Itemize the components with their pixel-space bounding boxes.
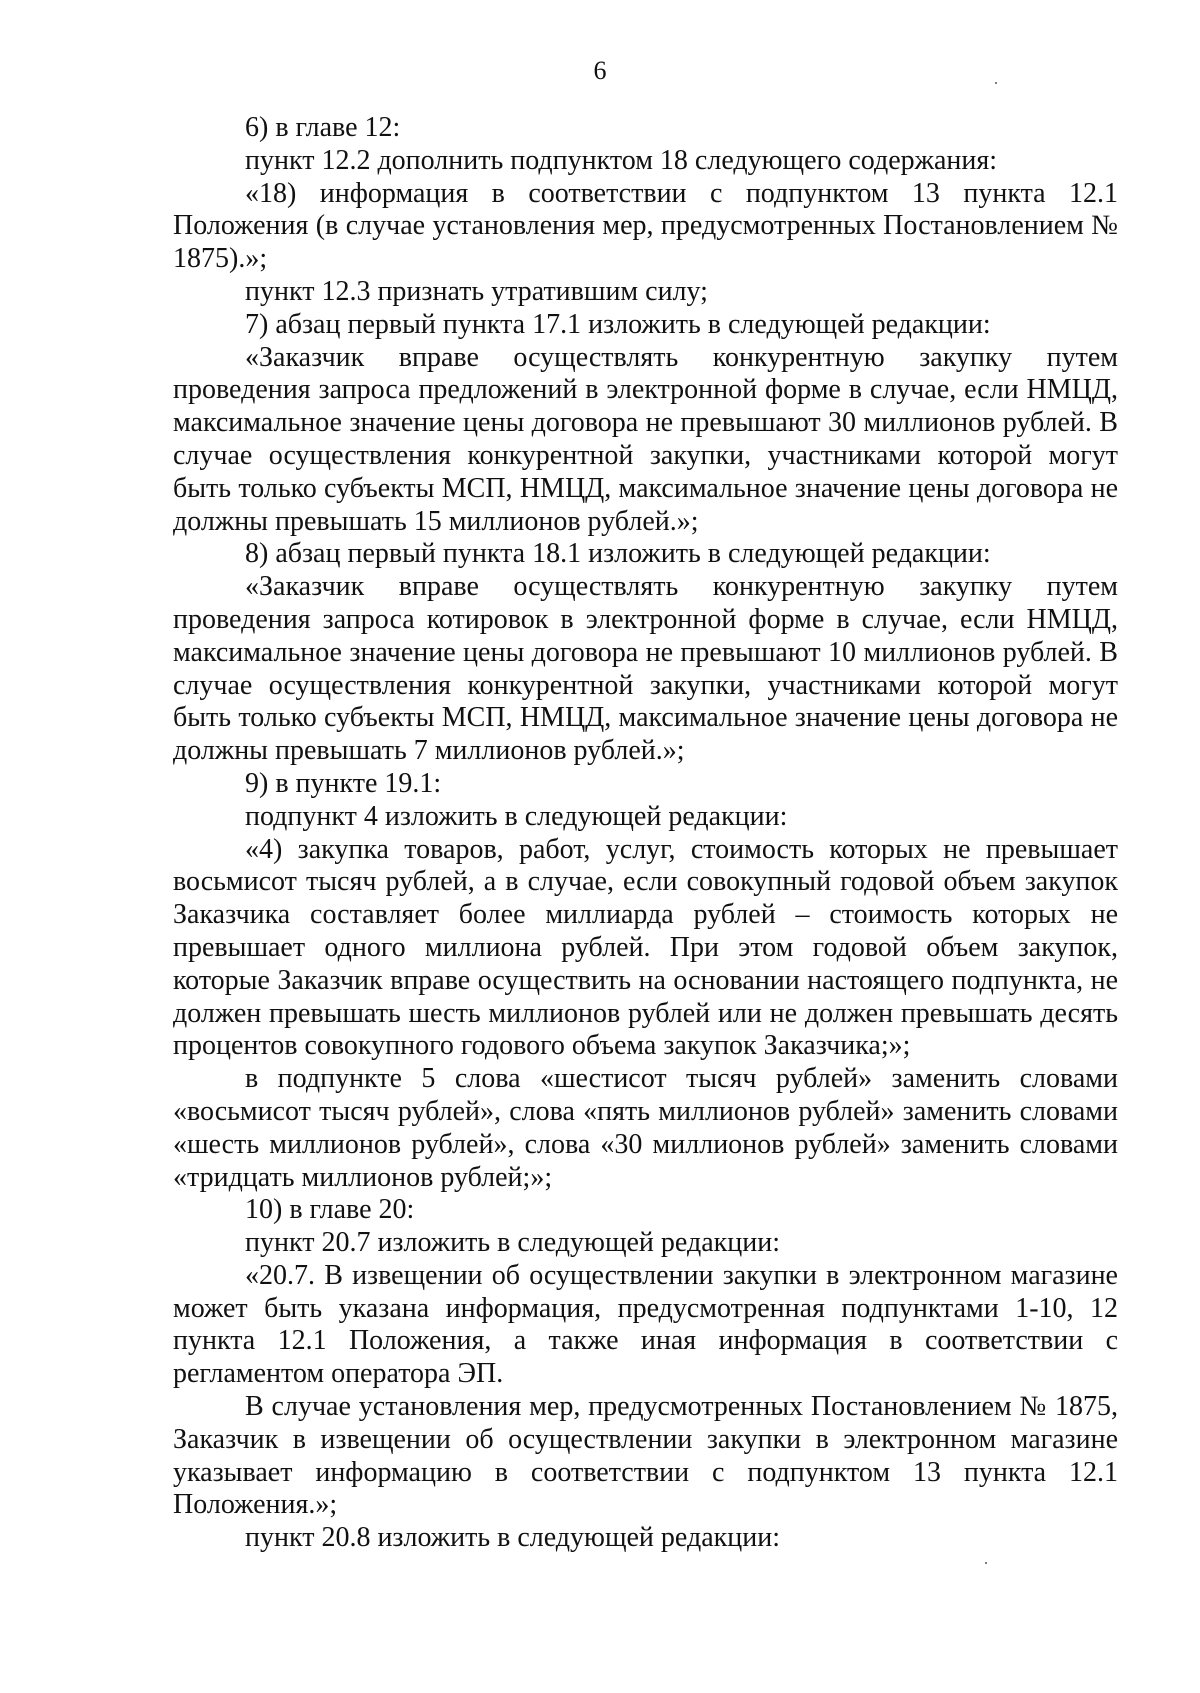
item-8-heading: 8) абзац первый пункта 18.1 изложить в следующей редакции: [245, 538, 991, 570]
page-number: 6 [593, 56, 607, 85]
quoted-amendment: В случае установления мер, предусмотренных Постановлением № 1875, Заказчик в извещении об осуществлении закупки в электронном магазине указывает информацию в соответствии с подпунктом 13 пункта 12.1 Положения.»; [173, 1391, 1118, 1521]
item-9-heading: 9) в пункте 19.1: [245, 767, 442, 799]
paragraph: пункт 12.2 дополнить подпунктом 18 следующего содержания: [245, 144, 998, 176]
paragraph: пункт 20.7 изложить в следующей редакции: [245, 1227, 780, 1259]
item-10-heading: 10) в главе 20: [245, 1194, 415, 1226]
item-6-heading: 6) в главе 12: [245, 112, 401, 143]
paragraph: в подпункте 5 слова «шестисот тысяч рублей» заменить словами «восьмисот тысяч рублей», слова «пять миллионов рублей» заменить словами «шесть миллионов рублей», слова «30 миллионов рублей» заменить словами «тридцать миллионов рублей;»; [173, 1063, 1118, 1193]
item-7-heading: 7) абзац первый пункта 17.1 изложить в следующей редакции: [245, 308, 991, 340]
quoted-amendment: «Заказчик вправе осуществлять конкурентную закупку путем проведения запроса котировок в электронной форме в случае, если НМЦД, максимальное значение цены договора не превышают 10 миллионов рублей. В случае осуществления конкурентной закупки, участниками которой могут быть только субъекты МСП, НМЦД, максимальное значение цены договора не должны превышать 7 миллионов рублей.»; [173, 571, 1118, 767]
paragraph: пункт 12.3 признать утратившим силу; [245, 275, 708, 307]
scan-speck [985, 1562, 987, 1564]
paragraph: подпункт 4 изложить в следующей редакции: [245, 800, 788, 832]
quoted-amendment: «Заказчик вправе осуществлять конкурентную закупку путем проведения запроса предложений в электронной форме в случае, если НМЦД, максимальное значение цены договора не превышают 30 миллионов рублей. В случае осуществления конкурентной закупки, участниками которой могут быть только субъекты МСП, НМЦД, максимальное значение цены договора не должны превышать 15 миллионов рублей.»; [173, 341, 1118, 537]
quoted-amendment: «20.7. В извещении об осуществлении закупки в электронном магазине может быть указана информация, предусмотренная подпунктами 1-10, 12 пункта 12.1 Положения, а также иная информация в соответствии с регламентом оператора ЭП. [173, 1259, 1118, 1390]
quoted-amendment: «18) информация в соответствии с подпунктом 13 пункта 12.1 Положения (в случае установления мер, предусмотренных Постановлением № 1875).»; [173, 177, 1118, 275]
document-body [173, 112, 1118, 1555]
paragraph: пункт 20.8 изложить в следующей редакции: [245, 1522, 780, 1554]
scan-speck [995, 82, 997, 84]
quoted-amendment: «4) закупка товаров, работ, услуг, стоимость которых не превышает восьмисот тысяч рублей, а в случае, если совокупный годовой объем закупок Заказчика составляет более миллиарда рублей – стоимость которых не превышает одного миллиона рублей. При этом годовой объем закупок, которые Заказчик вправе осуществить на основании настоящего подпункта, не должен превышать шесть миллионов рублей или не должен превышать десять процентов совокупного годового объема закупок Заказчика;»; [173, 833, 1118, 1062]
